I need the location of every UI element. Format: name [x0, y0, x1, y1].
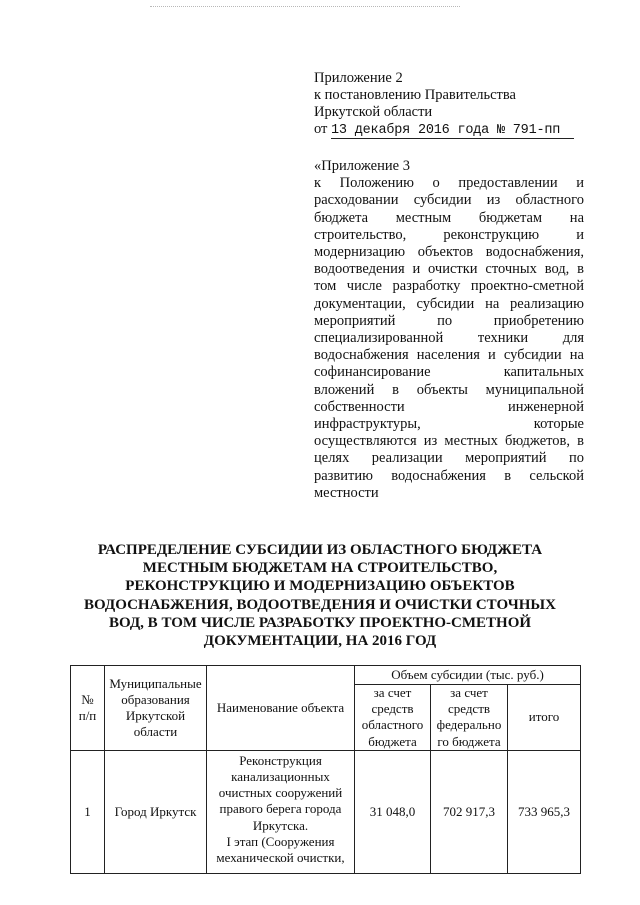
header-federal-line: федерально	[436, 717, 502, 733]
cell-object-line: Иркутска.	[252, 817, 309, 833]
cell-num: 1	[71, 750, 105, 873]
header-regional	[355, 685, 431, 751]
annex-line: строительство, реконструкцию и	[314, 226, 584, 243]
header-num-line: п/п	[78, 707, 97, 723]
approval-block	[314, 70, 584, 139]
header-federal-line: средств	[447, 701, 491, 717]
annex-line: вложений в объекты муниципальной	[314, 381, 584, 398]
annex-block	[314, 158, 584, 502]
header-municipality	[105, 666, 207, 751]
annex-line: осуществляются из местных бюджетов, в	[314, 433, 584, 450]
cell-object-line: правого берега города	[219, 801, 342, 817]
cell-municipality: Город Иркутск	[105, 750, 207, 873]
annex-line: целях реализации мероприятий по	[314, 450, 584, 467]
annex-line: расходовании субсидии из областного	[314, 192, 584, 209]
annex-line: софинансирование капитальных	[314, 364, 584, 381]
header-object: Наименование объекта	[207, 666, 355, 751]
header-regional-line: средств	[371, 701, 414, 717]
header-regional-line: областного	[361, 717, 424, 733]
approval-date-number: 13 декабря 2016 года № 791-пп	[331, 123, 574, 139]
annex-line: модернизацию объектов водоснабжения,	[314, 244, 584, 261]
annex-line: бюджета местным бюджетам на	[314, 209, 584, 226]
cell-object-line: механической очистки,	[216, 850, 345, 866]
heading-line: ДОКУМЕНТАЦИИ, НА 2016 ГОД	[203, 633, 437, 650]
approval-annex-label: Приложение 2	[314, 70, 403, 86]
cell-object-line: очистных сооружений	[218, 785, 343, 801]
heading-line: ВОД, В ТОМ ЧИСЛЕ РАЗРАБОТКУ ПРОЕКТНО-СМЕТНОЙ	[108, 614, 532, 631]
annex-line: водоснабжения населения и субсидии на	[314, 347, 584, 364]
heading-line: РАСПРЕДЕЛЕНИЕ СУБСИДИИ ИЗ ОБЛАСТНОГО БЮДЖЕТА	[97, 542, 543, 558]
table-row	[71, 750, 581, 873]
cell-object-line: I этап (Сооружения	[226, 833, 335, 849]
cell-object-line: Реконструкция	[239, 752, 322, 768]
header-municipality-line: области	[133, 724, 178, 740]
approval-date-line	[314, 121, 584, 139]
header-federal-line: го бюджета	[437, 733, 501, 749]
annex-line: местности	[314, 484, 379, 501]
approval-resolution-label: к постановлению Правительства	[314, 87, 516, 103]
header-municipality-line: Иркутской	[125, 707, 186, 723]
heading-line: МЕСТНЫМ БЮДЖЕТАМ НА СТРОИТЕЛЬСТВО,	[142, 560, 498, 577]
annex-line: собственности инженерной	[314, 398, 584, 415]
cell-total: 733 965,3	[508, 750, 581, 873]
annex-line: том числе разработку проектно-сметной	[314, 278, 584, 295]
cell-object-line: канализационных	[231, 769, 330, 785]
cell-federal: 702 917,3	[431, 750, 508, 873]
subsidy-table	[70, 665, 581, 874]
annex-line: мероприятий по приобретению	[314, 312, 584, 329]
annex-line: к Положению о предоставлении и	[314, 175, 584, 192]
header-municipality-line: Муниципальные	[109, 675, 202, 691]
annex-line: инфраструктуры, которые	[314, 416, 584, 433]
cell-regional: 31 048,0	[355, 750, 431, 873]
header-regional-line: бюджета	[368, 733, 417, 749]
header-volume: Объем субсидии (тыс. руб.)	[355, 666, 581, 685]
approval-date-prefix: от	[314, 121, 328, 137]
heading-line: РЕКОНСТРУКЦИЮ И МОДЕРНИЗАЦИЮ ОБЪЕКТОВ	[125, 578, 515, 595]
heading-line: ВОДОСНАБЖЕНИЯ, ВОДООТВЕДЕНИЯ И ОЧИСТКИ СТОЧНЫХ	[83, 596, 556, 613]
cell-object	[207, 750, 355, 873]
annex-line: специализированной техники для	[314, 330, 584, 347]
header-num-line: №	[81, 691, 94, 707]
scan-artifact-line	[150, 6, 460, 7]
annex-line: водоотведения и очистки сточных вод, в	[314, 261, 584, 278]
annex-title: «Приложение 3	[314, 158, 410, 174]
approval-region-label: Иркутской области	[314, 104, 433, 120]
header-total: итого	[508, 685, 581, 751]
annex-line: документации, субсидии на реализацию	[314, 295, 584, 312]
header-regional-line: за счет	[373, 685, 412, 700]
header-federal	[431, 685, 508, 751]
header-municipality-line: образования	[121, 691, 190, 707]
annex-line: развитию водоснабжения в сельской	[314, 467, 584, 484]
document-heading	[60, 541, 580, 650]
header-federal-line: за счет	[450, 685, 488, 700]
header-num	[71, 666, 105, 751]
